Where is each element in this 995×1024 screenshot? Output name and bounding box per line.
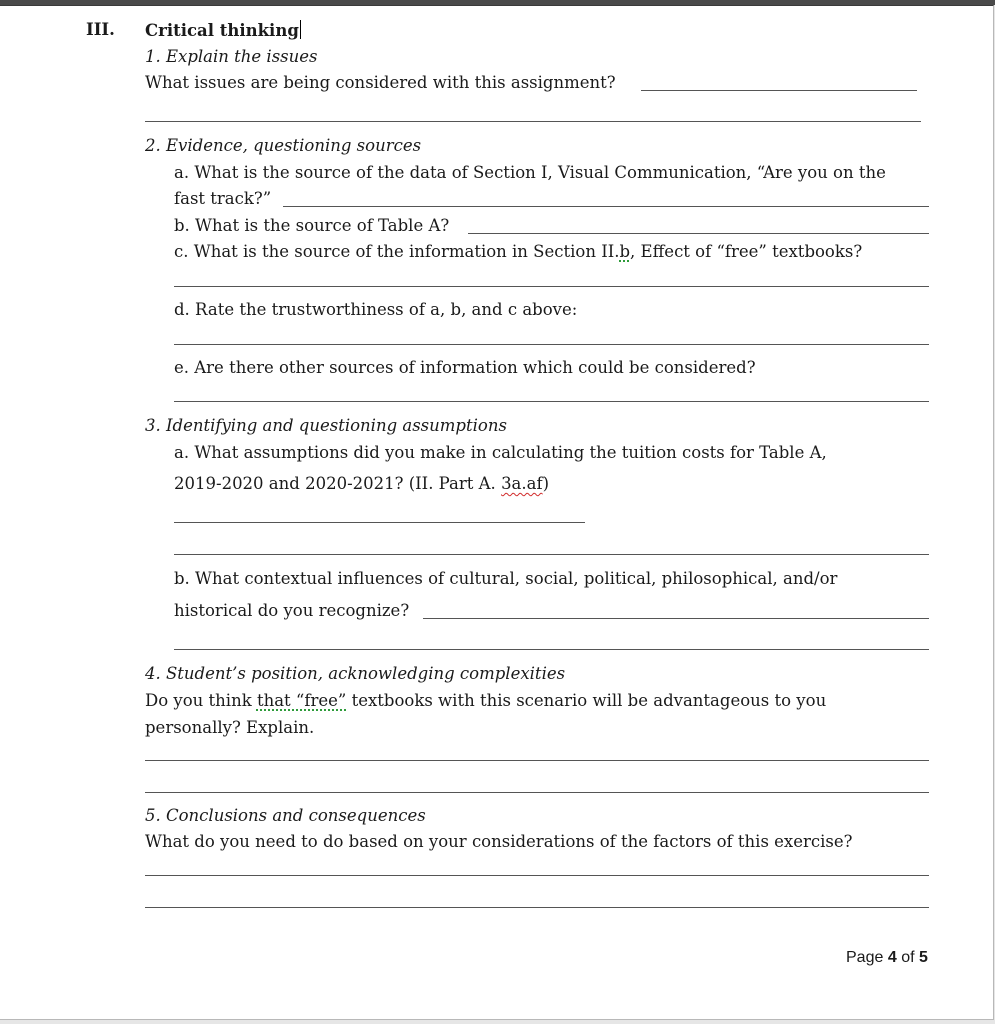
q2d-question: d. Rate the trustworthiness of a, b, and c above:: [174, 300, 578, 319]
q4-line1: Do you think that “free” textbooks with this scenario will be advantageous to you: [145, 691, 827, 710]
answer-line[interactable]: [145, 907, 929, 908]
q4-line2: personally? Explain.: [145, 718, 315, 737]
document-page[interactable]: [0, 5, 994, 1020]
q1-heading: 1. Explain the issues: [145, 47, 318, 66]
page-number: Page 4 of 5: [846, 949, 928, 966]
answer-line[interactable]: [174, 286, 929, 287]
answer-line[interactable]: [174, 401, 929, 402]
answer-line[interactable]: [145, 792, 929, 793]
answer-line[interactable]: [174, 522, 585, 523]
spelling-flag[interactable]: 3a.af: [501, 474, 543, 493]
grammar-flag[interactable]: b: [619, 242, 631, 261]
q2c-question: c. What is the source of the information in Section II.b, Effect of “free” textbooks?: [174, 242, 863, 261]
answer-line[interactable]: [423, 618, 929, 619]
q3a-line1: a. What assumptions did you make in calculating the tuition costs for Table A,: [174, 443, 827, 462]
section-title[interactable]: Critical thinking: [145, 21, 299, 40]
q3a-line2: 2019-2020 and 2020-2021? (II. Part A. 3a.af): [174, 474, 550, 493]
answer-line[interactable]: [174, 649, 929, 650]
q2e-question: e. Are there other sources of information which could be considered?: [174, 358, 756, 377]
q2b-question: b. What is the source of Table A?: [174, 216, 450, 235]
text-cursor: [300, 20, 301, 39]
q1-question: What issues are being considered with this assignment?: [145, 73, 616, 92]
answer-line[interactable]: [145, 760, 929, 761]
q2a-line1: a. What is the source of the data of Section I, Visual Communication, “Are you on the: [174, 163, 886, 182]
answer-line[interactable]: [283, 206, 929, 207]
q5-question: What do you need to do based on your considerations of the factors of this exercise?: [145, 832, 853, 851]
answer-line[interactable]: [174, 554, 929, 555]
q2a-line2: fast track?”: [174, 189, 272, 208]
q4-heading: 4. Student’s position, acknowledging complexities: [145, 664, 566, 683]
q3b-line2: historical do you recognize?: [174, 601, 410, 620]
answer-line[interactable]: [145, 121, 921, 122]
q3b-line1: b. What contextual influences of cultural, social, political, philosophical, and/or: [174, 569, 838, 588]
answer-line[interactable]: [641, 90, 917, 91]
answer-line[interactable]: [468, 233, 929, 234]
q2-heading: 2. Evidence, questioning sources: [145, 136, 422, 155]
section-numeral: III.: [86, 20, 115, 39]
q5-heading: 5. Conclusions and consequences: [145, 806, 426, 825]
q3-heading: 3. Identifying and questioning assumptions: [145, 416, 507, 435]
grammar-flag[interactable]: that “free”: [256, 691, 347, 710]
answer-line[interactable]: [145, 875, 929, 876]
answer-line[interactable]: [174, 344, 929, 345]
